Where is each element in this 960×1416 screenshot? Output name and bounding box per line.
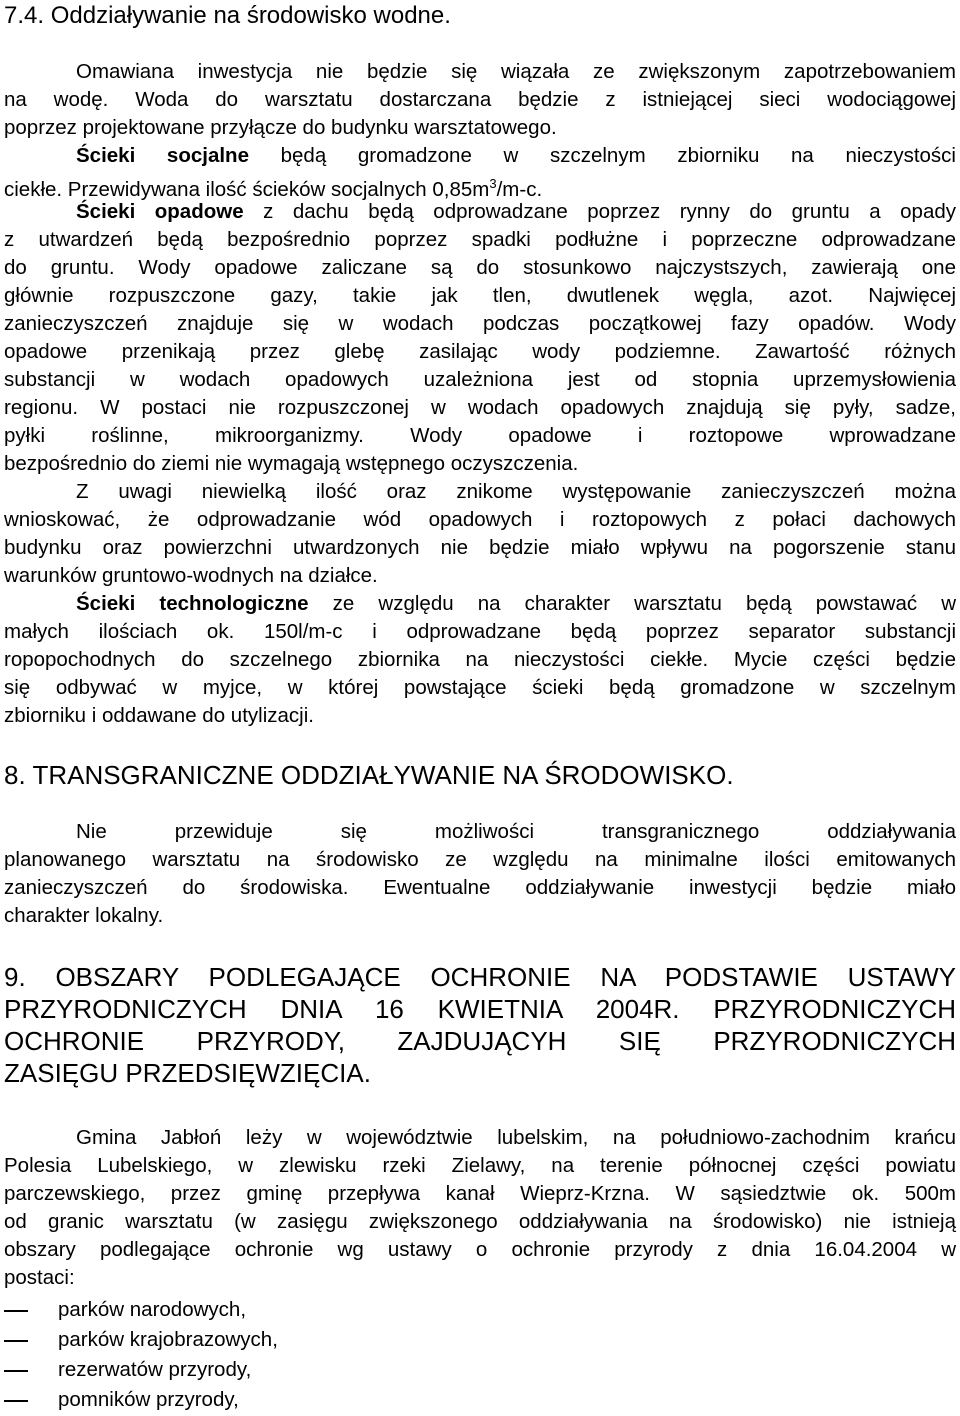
text-run: będą gromadzone w szczelnym zbiorniku na nieczystości <box>248 144 956 167</box>
paragraph-line: budynku oraz powierzchni utwardzonych nie będzie miało wpływu na pogorszenie stanu <box>4 536 956 559</box>
section-heading-9: OCHRONIE PRZYRODY, ZAJDUJĄCYH SIĘ PRZYRODNICZYCH <box>4 1026 956 1056</box>
paragraph-line: parczewskiego, przez gminę przepływa kanał Wieprz-Krzna. W sąsiedztwie ok. 500m <box>4 1182 956 1205</box>
paragraph-line: od granic warsztatu (w zasięgu zwiększonego oddziaływania na środowisko) nie istnieją <box>4 1210 956 1233</box>
section-heading-9: ZASIĘGU PRZEDSIĘWZIĘCIA. <box>4 1058 371 1088</box>
section-heading-7-4: 7.4. Oddziaływanie na środowisko wodne. <box>4 2 451 29</box>
dash-bullet-icon <box>4 1400 28 1402</box>
paragraph-line: wnioskować, że odprowadzanie wód opadowych i roztopowych z połaci dachowych <box>4 508 956 531</box>
section-heading-8: 8. TRANSGRANICZNE ODDZIAŁYWANIE NA ŚRODOWISKO. <box>4 760 734 790</box>
paragraph-line: charakter lokalny. <box>4 904 164 927</box>
paragraph-line: pyłki roślinne, mikroorganizmy. Wody opadowe i roztopowe wprowadzane <box>4 424 956 447</box>
paragraph-line: regionu. W postaci nie rozpuszczonej w wodach opadowych znajdują się pyły, sadze, <box>4 396 956 419</box>
paragraph-line: ropopochodnych do szczelnego zbiornika na nieczystości ciekłe. Mycie części będzie <box>4 648 956 671</box>
paragraph-line: planowanego warsztatu na środowisko ze względu na minimalne ilości emitowanych <box>4 848 956 871</box>
paragraph-line: małych ilościach ok. 150l/m-c i odprowadzane będą poprzez separator substancji <box>4 620 956 643</box>
paragraph-line: Omawiana inwestycja nie będzie się wiązała ze zwiększonym zapotrzebowaniem <box>76 60 956 83</box>
paragraph-line: Gmina Jabłoń leży w województwie lubelskim, na południowo-zachodnim krańcu <box>76 1126 956 1149</box>
bold-term: Ścieki opadowe <box>76 200 244 223</box>
list-item <box>4 1296 246 1324</box>
dash-bullet-icon <box>4 1370 28 1372</box>
paragraph-line: warunków gruntowo-wodnych na działce. <box>4 564 378 587</box>
list-item-text: parków krajobrazowych, <box>58 1328 278 1351</box>
text-run: ze względu na charakter warsztatu będą powstawać w <box>308 592 957 615</box>
dash-bullet-icon <box>4 1340 28 1342</box>
text-run: z dachu będą odprowadzane poprzez rynny do gruntu a opady <box>243 200 956 223</box>
paragraph-line: z utwardzeń będą bezpośrednio poprzez spadki podłużne i poprzeczne odprowadzane <box>4 228 956 251</box>
paragraph-line: Polesia Lubelskiego, w zlewisku rzeki Zielawy, na terenie północnej części powiatu <box>4 1154 956 1177</box>
section-heading-9: PRZYRODNICZYCH DNIA 16 KWIETNIA 2004R. PRZYRODNICZYCH <box>4 994 956 1024</box>
paragraph-line <box>4 142 956 170</box>
paragraph-line <box>4 198 956 226</box>
paragraph-line: bezpośrednio do ziemi nie wymagają wstępnego oczyszczenia. <box>4 452 579 475</box>
section-heading-9: 9. OBSZARY PODLEGAJĄCE OCHRONIE NA PODSTAWIE USTAWY <box>4 962 956 992</box>
paragraph-line: Nie przewiduje się możliwości transgranicznego oddziaływania <box>76 820 956 843</box>
list-item-text: parków narodowych, <box>58 1298 247 1321</box>
paragraph-line: zbiorniku i oddawane do utylizacji. <box>4 704 314 727</box>
paragraph-line: zanieczyszczeń znajduje się w wodach podczas początkowej fazy opadów. Wody <box>4 312 956 335</box>
list-item <box>4 1386 239 1414</box>
paragraph-line: głównie rozpuszczone gazy, takie jak tlen, dwutlenek węgla, azot. Najwięcej <box>4 284 956 307</box>
paragraph-line: opadowe przenikają przez glebę zasilając wody podziemne. Zawartość różnych <box>4 340 956 363</box>
text-run: ciekłe. Przewidywana ilość ścieków socjalnych 0,85m <box>4 177 490 201</box>
paragraph-line: się odbywać w myjce, w której powstające ścieki będą gromadzone w szczelnym <box>4 676 956 699</box>
paragraph-line <box>4 590 956 618</box>
list-item-text: pomników przyrody, <box>58 1388 239 1411</box>
bold-term: Ścieki technologiczne <box>76 592 309 615</box>
superscript: 3 <box>489 176 497 191</box>
bold-term: Ścieki socjalne <box>76 144 249 167</box>
paragraph-line: zanieczyszczeń do środowiska. Ewentualne oddziaływanie inwestycji będzie miało <box>4 876 956 899</box>
list-item <box>4 1326 278 1354</box>
paragraph-line: poprzez projektowane przyłącze do budynku warsztatowego. <box>4 116 557 139</box>
paragraph-line: postaci: <box>4 1266 75 1289</box>
list-item-text: rezerwatów przyrody, <box>58 1358 252 1381</box>
paragraph-line: Z uwagi niewielką ilość oraz znikome występowanie zanieczyszczeń można <box>76 480 956 503</box>
paragraph-line: na wodę. Woda do warsztatu dostarczana będzie z istniejącej sieci wodociągowej <box>4 88 956 111</box>
list-item <box>4 1356 251 1384</box>
text-run: /m-c. <box>496 177 543 201</box>
dash-bullet-icon <box>4 1310 28 1312</box>
paragraph-line: substancji w wodach opadowych uzależniona jest od stopnia uprzemysłowienia <box>4 368 956 391</box>
paragraph-line: do gruntu. Wody opadowe zaliczane są do stosunkowo najczystszych, zawierają one <box>4 256 956 279</box>
paragraph-line: obszary podlegające ochronie wg ustawy o ochronie przyrody z dnia 16.04.2004 w <box>4 1238 956 1261</box>
